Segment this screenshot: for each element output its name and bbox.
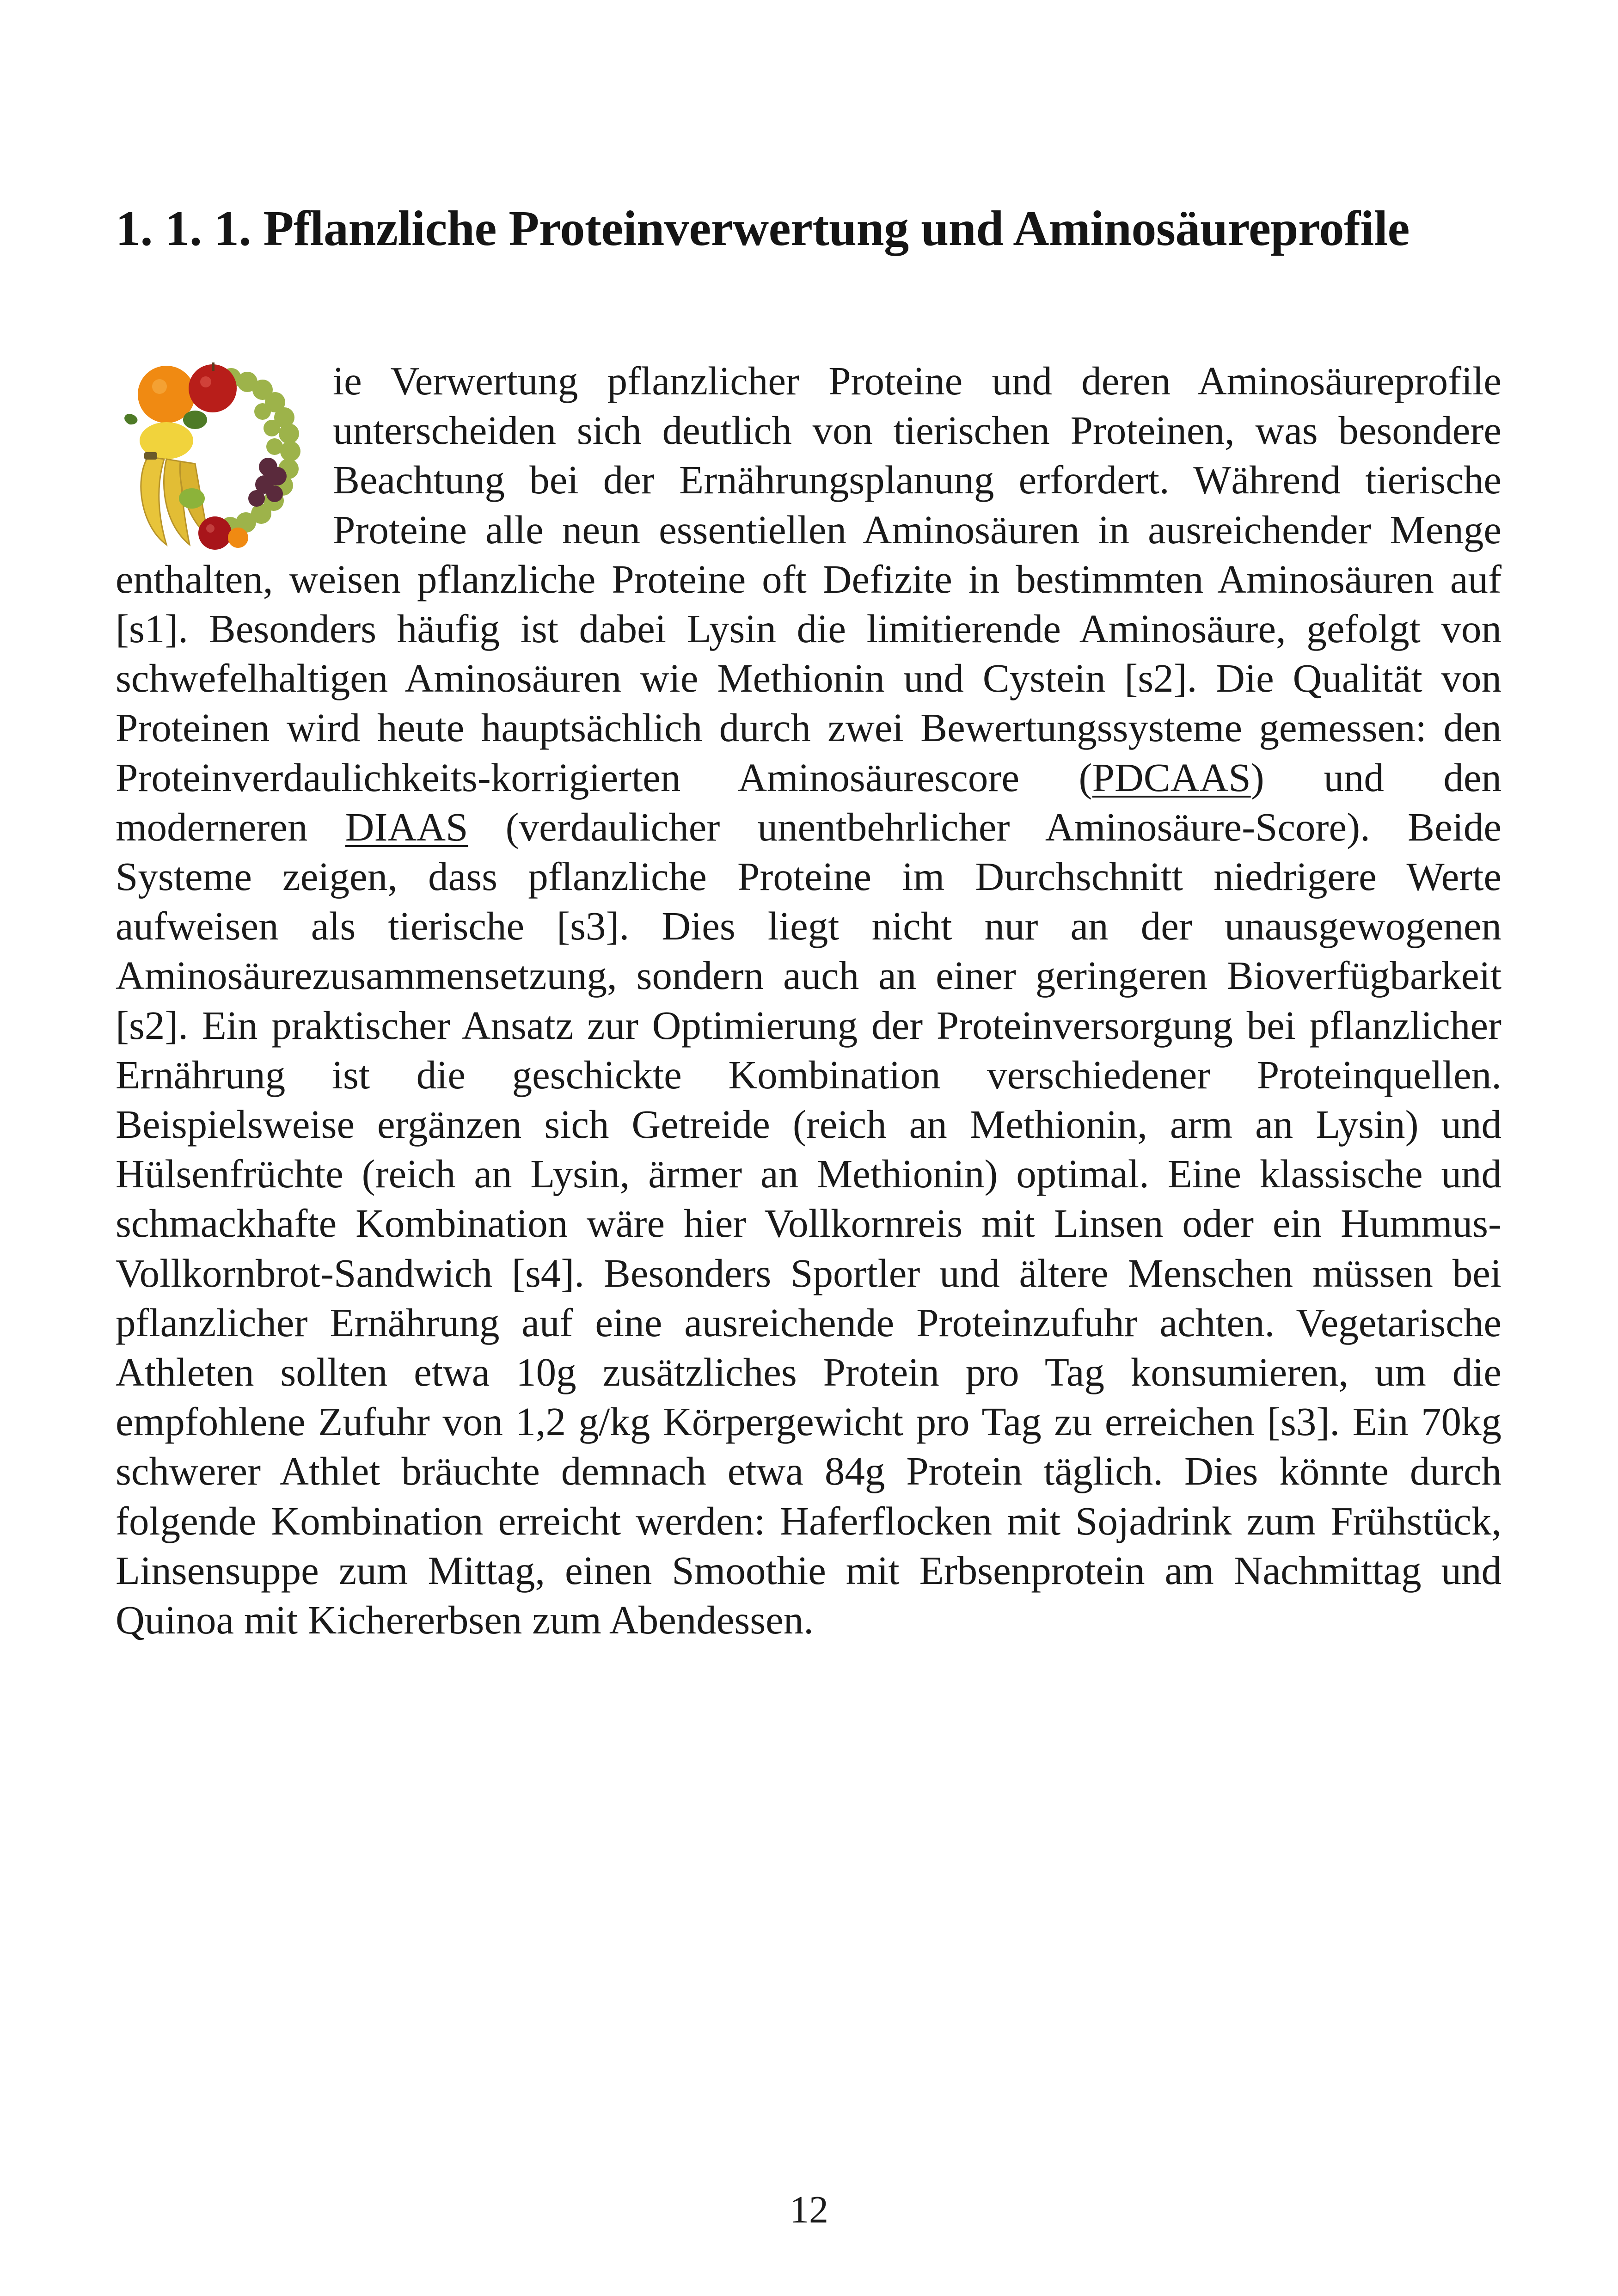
fruit-letter-d-image <box>116 360 319 553</box>
drop-cap-fruit-image <box>116 360 319 553</box>
page-number: 12 <box>790 2188 828 2231</box>
body-paragraph <box>116 356 1502 1645</box>
paragraph-text-3: (verdaulicher unentbehrlicher Aminosäure-Score). Beide Systeme zeigen, dass pflanzliche Proteine im Durchschnitt niedrigere Werte aufweisen als tierische [s3]. Dies liegt nicht nur an der unausgewogenen Aminosäurezusammensetzung, sondern auch an einer geringeren Bioverfügbarkeit [s2]. Ein praktischer Ansatz zur Optimierung der Proteinversorgung bei pflanzlicher Ernährung ist die geschickte Kombination verschiedener Proteinquellen. Beispielsweise ergänzen sich Getreide (reich an Methionin, arm an Lysin) und Hülsenfrüchte (reich an Lysin, ärmer an Methionin) optimal. Eine klassische und schmackhafte Kombination wäre hier Vollkornreis mit Linsen oder ein Hummus-Vollkornbrot-Sandwich [s4]. Besonders Sportler und ältere Menschen müssen bei pflanzlicher Ernährung auf eine ausreichende Proteinzufuhr achten. Vegetarische Athleten sollten etwa 10g zusätzliches Protein pro Tag konsumieren, um die empfohlene Zufuhr von 1,2 g/kg Körpergewicht pro Tag zu erreichen [s3]. Ein 70kg schwerer Athlet bräuchte demnach etwa 84g Protein täglich. Dies könnte durch folgende Kombination erreicht werden: Haferflocken mit Sojadrink zum Frühstück, Linsensuppe zum Mittag, einen Smoothie mit Erbsenprotein am Nachmittag und Quinoa mit Kichererbsen zum Abendessen. <box>116 804 1502 1643</box>
section-heading: 1. 1. 1. Pflanzliche Proteinverwertung und Aminosäureprofile <box>116 201 1410 256</box>
red-apple <box>189 364 237 412</box>
pdcaas-link[interactable]: PDCAAS <box>1092 755 1251 800</box>
paragraph-text-1: ie Verwertung pflanzlicher Proteine und deren Aminosäureprofile unterscheiden sich deutlich von tierischen Proteinen, was besondere Beachtung bei der Ernährungsplanung erfordert. Während tierische Proteine alle neun essentiellen Aminosäuren in ausreichender Menge enthalten, weisen pflanzliche Proteine oft Defizite in bestimmten Aminosäuren auf [s1]. Besonders häufig ist dabei Lysin die limitierende Aminosäure, gefolgt von schwefelhaltigen Aminosäuren wie Methionin und Cystein [s2]. Die Qualität von Proteinen wird heute hauptsächlich durch zwei Bewertungssysteme gemessen: den Proteinverdaulichkeits-korrigierten Aminosäurescore ( <box>116 358 1502 800</box>
paragraph-text-2: ) und den moderneren <box>116 755 1502 849</box>
banana <box>141 457 166 545</box>
diaas-link[interactable]: DIAAS <box>345 804 468 849</box>
red-apple-bottom <box>198 516 232 550</box>
